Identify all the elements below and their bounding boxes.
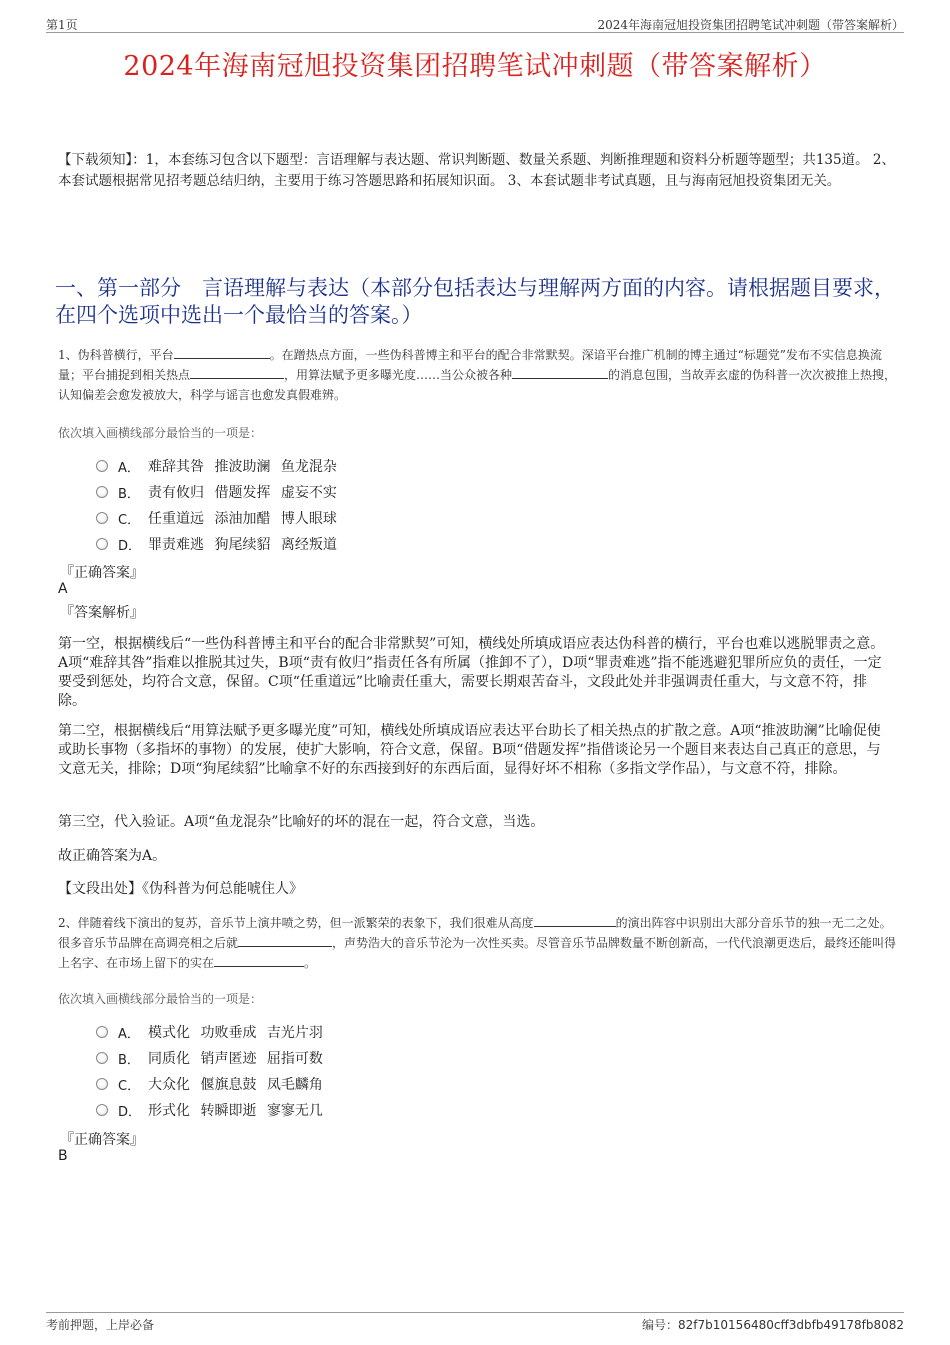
analysis-paragraph: 第一空，根据横线后“一些伪科普博主和平台的配合非常默契”可知，横线处所填成语应表达伪科普的横行，平台也难以逃脱罪责之意。A项“难辞其咎”指难以推脱其过失，B项“责有攸归”指责任各有所属（推卸不了），D项“罪责难逃”指不能逃避犯罪所应负的责任，一定要受到惩处，均符合文意，保留。C项“任重道远”比喻责任重大，需要长期艰苦奋斗，文段此处并非强调责任重大，与文意不符，排除。: [58, 636, 885, 709]
question-2-instruction: 依次填入画横线部分最恰当的一项是：: [58, 992, 263, 1006]
radio-button[interactable]: [96, 460, 108, 472]
answer-blank: [512, 366, 608, 379]
radio-button[interactable]: [96, 1026, 108, 1038]
answer-blank: [190, 366, 284, 379]
analysis-paragraph: 第二空，根据横线后“用算法赋予更多曝光度”可知，横线处所填成语应表达平台助长了相关热点的扩散之意。A项“推波助澜”比喻促使或助长事物（多指坏的事物）的发展，使扩大影响，符合文意，保留。B项“借题发挥”指借谈论另一个题目来表达自己真正的意思，与文意无关，排除；D项“狗尾续貂”比喻拿不好的东西接到好的东西后面，显得好坏不相称（多指文学作品），与文意不符，排除。: [58, 723, 881, 777]
document-title: 2024年海南冠旭投资集团招聘笔试冲刺题（带答案解析）: [123, 51, 827, 82]
question-2-text: 2、伴随着线下演出的复苏，音乐节上演井喷之势，但一派繁荣的表象下，我们很难从高度 的演出阵容中识别出大部分音乐节的独一无二之处。很多音乐节品牌在高调亮相之后就 ，声势浩大的音乐节沦为一次性买卖。尽管音乐节品牌数量不断创新高，一代代浪潮更迭后，最终还能叫得上名字、在市场上留下的实在 。: [58, 916, 897, 970]
radio-button[interactable]: [96, 538, 108, 550]
correct-answer: A: [58, 581, 68, 597]
analysis-paragraph: 第三空，代入验证。A项“鱼龙混杂”比喻好的坏的混在一起，符合文意，当选。: [58, 814, 545, 830]
analysis-conclusion: 故正确答案为A。: [58, 848, 167, 864]
source-citation: 【文段出处】《伪科普为何总能唬住人》: [58, 881, 303, 897]
answer-blank: [534, 914, 616, 927]
answer-blank: [238, 934, 332, 947]
page-footer: [46, 1312, 904, 1333]
question-1-text: 1、伪科普横行，平台 。在蹭热点方面，一些伪科普博主和平台的配合非常默契。深谙平台推广机制的博主通过“标题党”发布不实信息换流量；平台捕捉到相关热点 ，用算法赋予更多曝光度……当公众被各种 的消息包围，当故弄玄虚的伪科普一次次被推上热搜，认知偏差会愈发被放大，科学与谣言也愈发真假难辨。: [58, 348, 897, 402]
radio-button[interactable]: [96, 1078, 108, 1090]
option-c[interactable]: C． 大众化 偃旗息鼓 凤毛麟角: [96, 1071, 323, 1097]
page-header: [46, 14, 904, 33]
question-1-options: [96, 453, 337, 557]
option-d[interactable]: D． 罪责难逃 狗尾续貂 离经叛道: [96, 531, 337, 557]
header-doc-title: 2024年海南冠旭投资集团招聘笔试冲刺题（带答案解析）: [597, 18, 904, 32]
correct-answer-label: 『正确答案』: [60, 565, 144, 581]
download-notice: 【下载须知】：1，本套练习包含以下题型：言语理解与表达题、常识判断题、数量关系题、判断推理题和资料分析题等题型；共135道。 2、本套试题根据常见招考题总结归纳，主要用于练习答题思路和拓展知识面。 3、本套试题非考试真题，且与海南冠旭投资集团无关。: [58, 152, 895, 189]
document-code: 编号：82f7b10156480cff3dbfb49178fb8082: [642, 1318, 904, 1332]
correct-answer-label: 『正确答案』: [60, 1132, 144, 1148]
answer-blank: [214, 954, 304, 967]
option-d[interactable]: D． 形式化 转瞬即逝 寥寥无几: [96, 1097, 323, 1123]
page-number: 第1页: [46, 18, 78, 32]
correct-answer: B: [58, 1148, 68, 1164]
section-heading: 一、第一部分 言语理解与表达（本部分包括表达与理解两方面的内容。请根据题目要求，在四个选项中选出一个最恰当的答案。）: [55, 276, 895, 327]
option-b[interactable]: B． 责有攸归 借题发挥 虚妄不实: [96, 479, 337, 505]
option-c[interactable]: C． 任重道远 添油加醋 博人眼球: [96, 505, 337, 531]
answer-blank: [174, 346, 270, 359]
footer-slogan: 考前押题，上岸必备: [46, 1318, 155, 1332]
option-a[interactable]: A． 模式化 功败垂成 吉光片羽: [96, 1019, 323, 1045]
radio-button[interactable]: [96, 1104, 108, 1116]
radio-button[interactable]: [96, 1052, 108, 1064]
radio-button[interactable]: [96, 512, 108, 524]
option-b[interactable]: B． 同质化 销声匿迹 屈指可数: [96, 1045, 323, 1071]
option-a[interactable]: A． 难辞其咎 推波助澜 鱼龙混杂: [96, 453, 337, 479]
radio-button[interactable]: [96, 486, 108, 498]
question-2-options: [96, 1019, 323, 1123]
question-1-instruction: 依次填入画横线部分最恰当的一项是：: [58, 426, 263, 440]
analysis-label: 『答案解析』: [60, 605, 144, 621]
